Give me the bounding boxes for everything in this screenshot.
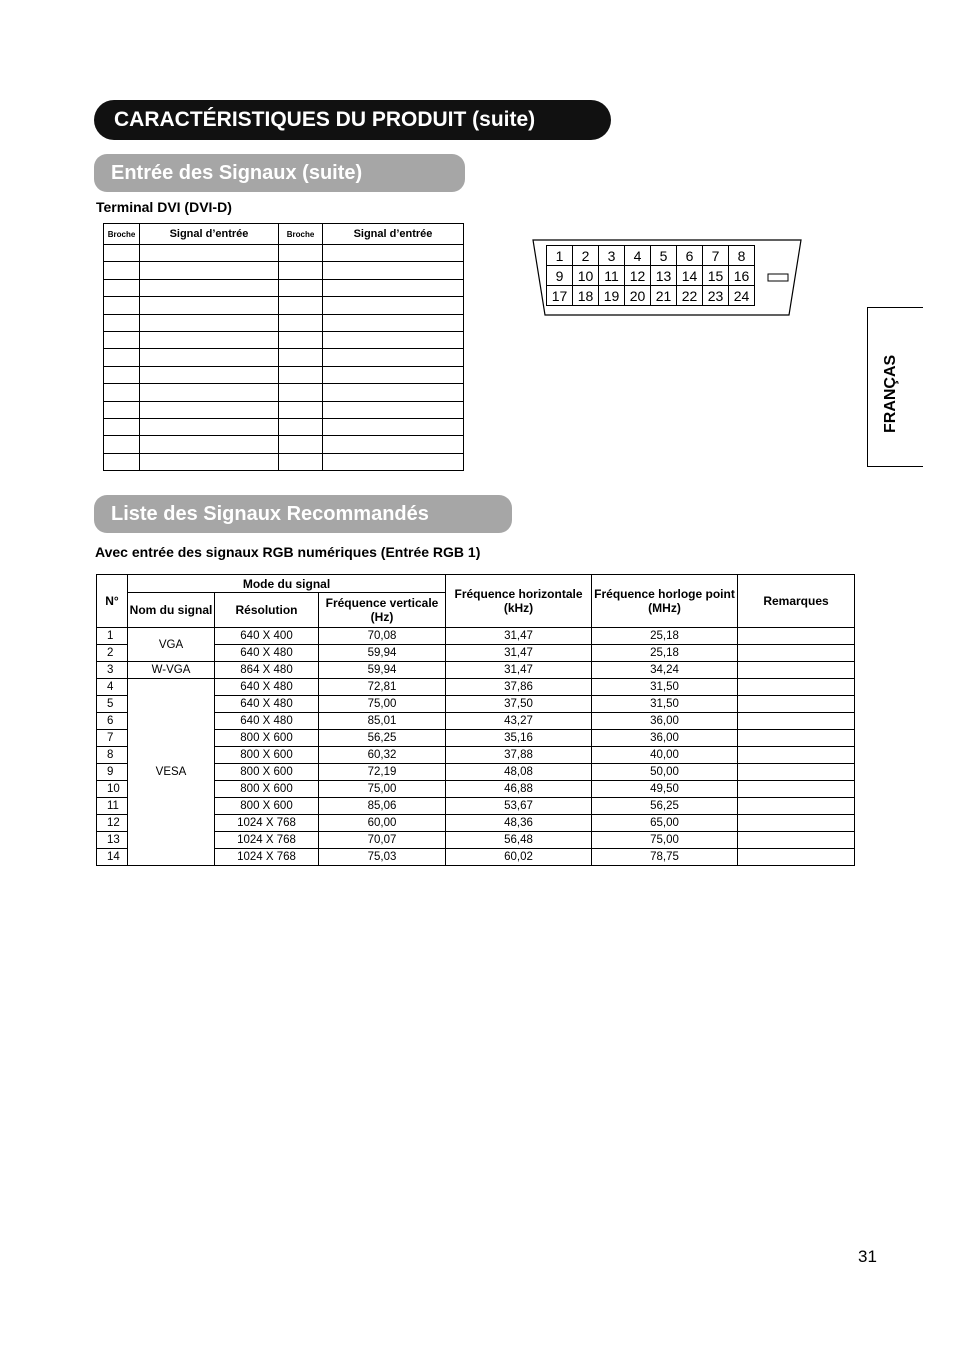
pin-number: 2 bbox=[573, 246, 599, 266]
pin-number: 10 bbox=[573, 266, 599, 286]
hfreq-cell: 35,16 bbox=[446, 730, 592, 747]
remarks-cell bbox=[738, 849, 855, 866]
resolution-cell: 1024 X 768 bbox=[215, 815, 319, 832]
hfreq-cell: 56,48 bbox=[446, 832, 592, 849]
row-number: 11 bbox=[97, 798, 128, 815]
dvi-table-cell bbox=[279, 245, 323, 262]
resolution-cell: 800 X 600 bbox=[215, 764, 319, 781]
hfreq-cell: 31,47 bbox=[446, 645, 592, 662]
clock-cell: 31,50 bbox=[592, 679, 738, 696]
dvi-table-row bbox=[104, 331, 464, 348]
dvi-table-cell bbox=[279, 384, 323, 401]
resolution-cell: 864 X 480 bbox=[215, 662, 319, 679]
hfreq-cell: 46,88 bbox=[446, 781, 592, 798]
table-row bbox=[97, 662, 855, 679]
pin-number: 20 bbox=[625, 286, 651, 306]
hfreq-unit: (kHz) bbox=[503, 601, 534, 615]
dvi-table-cell bbox=[104, 418, 140, 435]
clock-cell: 25,18 bbox=[592, 628, 738, 645]
resolution-cell: 1024 X 768 bbox=[215, 849, 319, 866]
row-number: 6 bbox=[97, 713, 128, 730]
clock-cell: 49,50 bbox=[592, 781, 738, 798]
hfreq-cell: 37,50 bbox=[446, 696, 592, 713]
vfreq-cell: 75,00 bbox=[319, 781, 446, 798]
rgb-signals-label: Avec entrée des signaux RGB numériques (Entrée RGB 1) bbox=[95, 544, 481, 560]
dvi-table-cell bbox=[323, 331, 464, 348]
pin-number: 6 bbox=[677, 246, 703, 266]
row-number: 7 bbox=[97, 730, 128, 747]
vfreq-unit: (Hz) bbox=[370, 610, 394, 624]
dvi-table-cell bbox=[104, 349, 140, 366]
clock-cell: 65,00 bbox=[592, 815, 738, 832]
clock-cell: 40,00 bbox=[592, 747, 738, 764]
dvi-table-cell bbox=[104, 384, 140, 401]
dvi-table-row bbox=[104, 418, 464, 435]
row-number: 12 bbox=[97, 815, 128, 832]
col-header-hfreq bbox=[446, 575, 592, 628]
language-tab bbox=[867, 307, 923, 467]
row-number: 2 bbox=[97, 645, 128, 662]
dvi-table-cell bbox=[323, 245, 464, 262]
dvi-table-cell bbox=[279, 297, 323, 314]
col-header-signal: Signal d’entrée bbox=[323, 224, 464, 245]
col-header-resolution: Résolution bbox=[215, 593, 319, 628]
dvi-table-cell bbox=[323, 453, 464, 470]
vfreq-cell: 59,94 bbox=[319, 662, 446, 679]
hfreq-cell: 31,47 bbox=[446, 662, 592, 679]
pin-number: 8 bbox=[729, 246, 755, 266]
dvi-table-cell bbox=[104, 245, 140, 262]
clock-unit: (MHz) bbox=[648, 601, 681, 615]
dvi-table-cell bbox=[140, 418, 279, 435]
pin-number: 1 bbox=[547, 246, 573, 266]
dvi-table-cell bbox=[140, 314, 279, 331]
pin-number: 4 bbox=[625, 246, 651, 266]
dvi-table-cell bbox=[104, 279, 140, 296]
dvi-table-cell bbox=[279, 314, 323, 331]
resolution-cell: 800 X 600 bbox=[215, 747, 319, 764]
table-row bbox=[97, 628, 855, 645]
hfreq-cell: 48,36 bbox=[446, 815, 592, 832]
remarks-cell bbox=[738, 679, 855, 696]
row-number: 13 bbox=[97, 832, 128, 849]
dvi-table-cell bbox=[279, 436, 323, 453]
remarks-cell bbox=[738, 798, 855, 815]
pin-row bbox=[547, 246, 755, 266]
dvi-table-cell bbox=[323, 297, 464, 314]
dvi-table-cell bbox=[279, 366, 323, 383]
pin-number: 14 bbox=[677, 266, 703, 286]
section-title-recommended-signals: Liste des Signaux Recommandés bbox=[94, 495, 512, 533]
dvi-table-cell bbox=[140, 366, 279, 383]
remarks-cell bbox=[738, 696, 855, 713]
dvi-table-cell bbox=[140, 384, 279, 401]
clock-cell: 78,75 bbox=[592, 849, 738, 866]
vfreq-cell: 70,08 bbox=[319, 628, 446, 645]
dvi-table-cell bbox=[279, 262, 323, 279]
dvi-table-cell bbox=[279, 349, 323, 366]
dvi-terminal-label: Terminal DVI (DVI-D) bbox=[96, 199, 232, 215]
remarks-cell bbox=[738, 713, 855, 730]
clock-cell: 50,00 bbox=[592, 764, 738, 781]
remarks-cell bbox=[738, 781, 855, 798]
dvi-pin-table bbox=[103, 223, 464, 471]
dvi-table-cell bbox=[323, 401, 464, 418]
pin-number: 23 bbox=[703, 286, 729, 306]
resolution-cell: 640 X 480 bbox=[215, 713, 319, 730]
vfreq-cell: 56,25 bbox=[319, 730, 446, 747]
dvi-table-row bbox=[104, 453, 464, 470]
remarks-cell bbox=[738, 815, 855, 832]
dvi-table-cell bbox=[323, 436, 464, 453]
dvi-table-cell bbox=[323, 366, 464, 383]
signal-name-cell: W-VGA bbox=[128, 662, 215, 679]
recommended-signals-table bbox=[96, 574, 855, 866]
remarks-cell bbox=[738, 730, 855, 747]
dvi-connector-pins bbox=[546, 245, 755, 306]
dvi-table-cell bbox=[140, 297, 279, 314]
pin-row bbox=[547, 266, 755, 286]
hfreq-cell: 48,08 bbox=[446, 764, 592, 781]
clock-label: Fréquence horloge point bbox=[594, 587, 735, 601]
pin-number: 12 bbox=[625, 266, 651, 286]
hfreq-cell: 60,02 bbox=[446, 849, 592, 866]
vfreq-cell: 70,07 bbox=[319, 832, 446, 849]
pin-row bbox=[547, 286, 755, 306]
col-header-vfreq bbox=[319, 593, 446, 628]
dvi-table-cell bbox=[279, 331, 323, 348]
dvi-table-row bbox=[104, 349, 464, 366]
dvi-table-cell bbox=[104, 297, 140, 314]
pin-number: 19 bbox=[599, 286, 625, 306]
col-header-signal-name: Nom du signal bbox=[128, 593, 215, 628]
dvi-table-cell bbox=[323, 314, 464, 331]
hfreq-cell: 37,88 bbox=[446, 747, 592, 764]
dvi-table-cell bbox=[104, 262, 140, 279]
dvi-table-cell bbox=[104, 453, 140, 470]
row-number: 5 bbox=[97, 696, 128, 713]
table-row bbox=[97, 679, 855, 696]
resolution-cell: 800 X 600 bbox=[215, 781, 319, 798]
pin-number: 11 bbox=[599, 266, 625, 286]
page-number: 31 bbox=[858, 1247, 877, 1266]
row-number: 8 bbox=[97, 747, 128, 764]
dvi-table-row bbox=[104, 401, 464, 418]
dvi-table-cell bbox=[104, 314, 140, 331]
remarks-cell bbox=[738, 628, 855, 645]
vfreq-label: Fréquence verticale bbox=[325, 596, 439, 610]
col-header-signal-mode: Mode du signal bbox=[128, 575, 446, 593]
dvi-table-cell bbox=[323, 384, 464, 401]
pin-number: 17 bbox=[547, 286, 573, 306]
dvi-table-row bbox=[104, 384, 464, 401]
col-header-broche: Broche bbox=[279, 224, 323, 245]
vfreq-cell: 75,03 bbox=[319, 849, 446, 866]
row-number: 3 bbox=[97, 662, 128, 679]
pin-number: 21 bbox=[651, 286, 677, 306]
clock-cell: 36,00 bbox=[592, 730, 738, 747]
pin-number: 16 bbox=[729, 266, 755, 286]
col-header-remarks: Remarques bbox=[738, 575, 855, 628]
dvi-table-cell bbox=[104, 331, 140, 348]
dvi-table-row bbox=[104, 366, 464, 383]
resolution-cell: 640 X 480 bbox=[215, 679, 319, 696]
dvi-table-cell bbox=[279, 453, 323, 470]
col-header-number: N° bbox=[97, 575, 128, 628]
pin-number: 18 bbox=[573, 286, 599, 306]
hfreq-cell: 53,67 bbox=[446, 798, 592, 815]
dvi-table-cell bbox=[104, 401, 140, 418]
section-title-signal-input: Entrée des Signaux (suite) bbox=[94, 154, 465, 192]
clock-cell: 75,00 bbox=[592, 832, 738, 849]
vfreq-cell: 59,94 bbox=[319, 645, 446, 662]
col-header-broche: Broche bbox=[104, 224, 140, 245]
dvi-table-cell bbox=[140, 331, 279, 348]
dvi-table-cell bbox=[104, 436, 140, 453]
resolution-cell: 800 X 600 bbox=[215, 730, 319, 747]
vfreq-cell: 72,81 bbox=[319, 679, 446, 696]
signal-name-cell: VESA bbox=[128, 679, 215, 866]
pin-number: 5 bbox=[651, 246, 677, 266]
dvi-table-cell bbox=[323, 418, 464, 435]
dvi-table-cell bbox=[104, 366, 140, 383]
col-header-signal: Signal d’entrée bbox=[140, 224, 279, 245]
row-number: 9 bbox=[97, 764, 128, 781]
dvi-table-row bbox=[104, 245, 464, 262]
col-header-clock bbox=[592, 575, 738, 628]
hfreq-cell: 43,27 bbox=[446, 713, 592, 730]
remarks-cell bbox=[738, 747, 855, 764]
clock-cell: 31,50 bbox=[592, 696, 738, 713]
dvi-table-cell bbox=[323, 349, 464, 366]
dvi-table-row bbox=[104, 297, 464, 314]
hfreq-cell: 37,86 bbox=[446, 679, 592, 696]
pin-number: 22 bbox=[677, 286, 703, 306]
hfreq-label: Fréquence horizontale bbox=[454, 587, 583, 601]
pin-number: 13 bbox=[651, 266, 677, 286]
dvi-table-cell bbox=[279, 401, 323, 418]
remarks-cell bbox=[738, 764, 855, 781]
dvi-table-cell bbox=[323, 262, 464, 279]
vfreq-cell: 60,00 bbox=[319, 815, 446, 832]
resolution-cell: 640 X 480 bbox=[215, 645, 319, 662]
clock-cell: 34,24 bbox=[592, 662, 738, 679]
dvi-table-row bbox=[104, 314, 464, 331]
clock-cell: 25,18 bbox=[592, 645, 738, 662]
row-number: 10 bbox=[97, 781, 128, 798]
remarks-cell bbox=[738, 662, 855, 679]
vfreq-cell: 85,06 bbox=[319, 798, 446, 815]
pin-number: 9 bbox=[547, 266, 573, 286]
resolution-cell: 1024 X 768 bbox=[215, 832, 319, 849]
dvi-table-cell bbox=[140, 453, 279, 470]
dvi-table-cell bbox=[140, 401, 279, 418]
dvi-table-row bbox=[104, 262, 464, 279]
dvi-table-cell bbox=[140, 279, 279, 296]
language-label: FRANÇAS bbox=[882, 354, 899, 433]
row-number: 14 bbox=[97, 849, 128, 866]
pin-number: 7 bbox=[703, 246, 729, 266]
dvi-table-cell bbox=[279, 418, 323, 435]
dvi-table-row bbox=[104, 279, 464, 296]
remarks-cell bbox=[738, 645, 855, 662]
hfreq-cell: 31,47 bbox=[446, 628, 592, 645]
dvi-table-cell bbox=[140, 245, 279, 262]
pin-number: 24 bbox=[729, 286, 755, 306]
row-number: 1 bbox=[97, 628, 128, 645]
signal-name-cell: VGA bbox=[128, 628, 215, 662]
dvi-table-cell bbox=[140, 349, 279, 366]
vfreq-cell: 72,19 bbox=[319, 764, 446, 781]
dvi-table-cell bbox=[140, 262, 279, 279]
vfreq-cell: 75,00 bbox=[319, 696, 446, 713]
clock-cell: 56,25 bbox=[592, 798, 738, 815]
vfreq-cell: 85,01 bbox=[319, 713, 446, 730]
dvi-table-cell bbox=[323, 279, 464, 296]
pin-number: 15 bbox=[703, 266, 729, 286]
clock-cell: 36,00 bbox=[592, 713, 738, 730]
dvi-table-row bbox=[104, 436, 464, 453]
remarks-cell bbox=[738, 832, 855, 849]
resolution-cell: 640 X 480 bbox=[215, 696, 319, 713]
pin-number: 3 bbox=[599, 246, 625, 266]
resolution-cell: 640 X 400 bbox=[215, 628, 319, 645]
dvi-table-cell bbox=[279, 279, 323, 296]
resolution-cell: 800 X 600 bbox=[215, 798, 319, 815]
dvi-table-cell bbox=[140, 436, 279, 453]
vfreq-cell: 60,32 bbox=[319, 747, 446, 764]
main-title: CARACTÉRISTIQUES DU PRODUIT (suite) bbox=[94, 100, 611, 140]
row-number: 4 bbox=[97, 679, 128, 696]
